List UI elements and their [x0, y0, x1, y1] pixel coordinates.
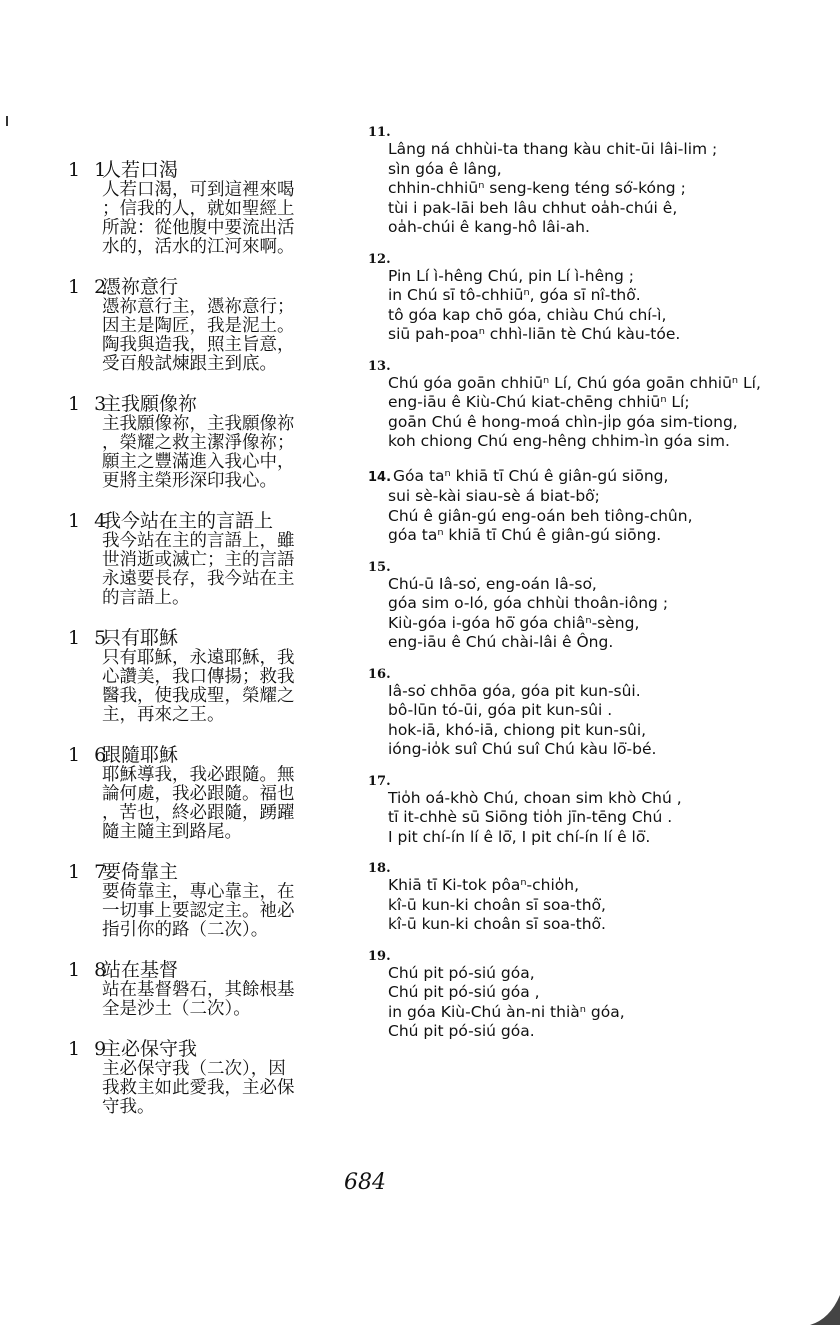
lyric-line: Chú pit pó-siú góa, — [388, 963, 535, 982]
hymn-number: 13. — [368, 358, 391, 374]
lyric-line: 因主是陶匠，我是泥土。 — [102, 316, 295, 336]
hymn-number: 1 5 — [68, 627, 111, 649]
lyric-line: 守我。 — [102, 1097, 155, 1117]
hymn-number: 1 3 — [68, 393, 111, 415]
lyric-line: eng-iāu ê Kiù-Chú kiat-chēng chhiūⁿ Lí; — [388, 393, 690, 411]
chinese-hymn-heading — [68, 960, 368, 981]
lyric-line: ióng-io̍k suî Chú suî Chú kàu lō͘-bé. — [388, 740, 657, 758]
chinese-hymn-heading — [68, 394, 368, 415]
lyric-line: 我救主如此愛我，主必保 — [102, 1078, 295, 1098]
lyric-line: Khiā tī Ki-tok pôaⁿ-chio̍h, — [388, 876, 580, 894]
lyric-line: 一切事上要認定主。祂必 — [102, 901, 295, 921]
hymn-number: 19. — [368, 948, 391, 964]
chinese-hymn-heading — [68, 160, 368, 181]
lyric-line: Lâng ná chhùi-ta thang kàu chit-ūi lâi-lim ; — [388, 140, 718, 158]
lyric-line: 主，再來之王。 — [102, 705, 225, 725]
lyric-line: 醫我，使我成聖，榮耀之 — [102, 686, 295, 706]
lyric-line: sui sè-kài siau-sè á biat-bô͘; — [388, 487, 600, 505]
chinese-hymn-lyrics — [102, 298, 368, 374]
lyric-line: 陶我與造我，照主旨意， — [102, 335, 295, 355]
lyric-line: tô góa kap chō góa, chiàu Chú chí-ì, — [388, 305, 667, 324]
hymn-number: 17. — [368, 773, 391, 789]
lyric-line: tī it-chhè sū Siōng tio̍h jīn-tēng Chú . — [388, 808, 673, 826]
chinese-hymn-heading — [68, 745, 368, 766]
chinese-hymn-heading — [68, 862, 368, 883]
hymn-number: 11. — [368, 125, 391, 140]
hymn-title: 人若口渴 — [102, 159, 179, 181]
lyric-line: kî-ū kun-ki choân sī soa-thô͘, — [388, 895, 606, 914]
lyric-text: Góa taⁿ khiā tī Chú ê giân-gú siōng, — [393, 466, 669, 485]
lyric-line: 耶穌導我，我必跟隨。無 — [102, 765, 295, 785]
hymn-number: 15. — [368, 559, 391, 575]
hymn-number: 1 9 — [68, 1038, 111, 1060]
romanized-hymn-entry — [368, 950, 808, 1042]
romanized-hymn-entry — [368, 360, 808, 452]
romanized-hymn-entry — [368, 126, 808, 238]
romanized-hymn-entry — [368, 467, 808, 546]
lyric-line: siū pah-poaⁿ chhì-liān tè Chú kàu-tóe. — [388, 325, 681, 343]
hymn-number: 18. — [368, 861, 391, 876]
chinese-hymn-lyrics — [102, 883, 368, 940]
lyric-line: 主我願像祢，主我願像祢 — [102, 414, 295, 434]
hymn-title: 我今站在主的言語上 — [102, 510, 274, 532]
lyric-line: 願主之豐滿進入我心中， — [102, 452, 295, 472]
hymn-number: 1 6 — [68, 744, 111, 766]
romanized-hymn-entry — [368, 253, 808, 345]
hymn-title: 只有耶穌 — [102, 627, 179, 649]
chinese-hymn-entry — [68, 160, 368, 257]
chinese-hymn-lyrics — [102, 981, 368, 1019]
lyric-line: 全是沙土（二次）。 — [102, 999, 251, 1019]
hymn-number: 12. — [368, 251, 391, 267]
chinese-hymn-heading — [68, 628, 368, 649]
lyric-line: ，苦也，終必跟隨，踴躍 — [102, 803, 295, 823]
lyric-line: Iâ-so͘ chhōa góa, góa pit kun-sûi. — [388, 681, 641, 700]
lyric-line: hok-iā, khó-iā, chiong pit kun-sûi, — [388, 720, 647, 739]
hymn-number: 1 8 — [68, 959, 111, 981]
lyric-line: Chú góa goān chhiūⁿ Lí, Chú góa goān chhiūⁿ Lí, — [388, 373, 761, 392]
lyric-line: Chú ê giân-gú eng-oán beh tiông-chûn, — [388, 506, 693, 525]
lyric-line: 更將主榮形深印我心。 — [102, 471, 277, 491]
page-corner-shadow — [800, 1285, 840, 1325]
lyric-line: 心讚美，我口傳揚；救我 — [102, 667, 295, 687]
lyric-line: 主必保守我（二次），因 — [102, 1059, 286, 1079]
lyric-line: goān Chú ê hong-moá chìn-ji̍p góa sim-tiong, — [388, 412, 738, 431]
lyric-line: 指引你的路（二次）。 — [102, 920, 269, 940]
lyric-line: 人若口渴，可到這裡來喝 — [102, 180, 295, 200]
chinese-hymn-entry — [68, 960, 368, 1019]
lyric-line — [368, 467, 808, 488]
lyric-line: koh chiong Chú eng-hêng chhim-ìn góa sim. — [388, 432, 730, 450]
chinese-hymn-entry — [68, 1039, 368, 1117]
lyric-line: Tio̍h oá-khò Chú, choan sim khò Chú , — [388, 788, 682, 807]
lyric-line: 永遠要長存，我今站在主 — [102, 569, 295, 589]
hymn-title: 主必保守我 — [102, 1038, 198, 1060]
lyric-line: tùi i pak-lāi beh lâu chhut oa̍h-chúi ê, — [388, 198, 678, 217]
chinese-hymn-entry — [68, 628, 368, 725]
romanized-hymn-entry — [368, 668, 808, 760]
lyric-line: ，榮耀之救主潔淨像祢； — [102, 433, 295, 453]
hymn-number: 1 4 — [68, 510, 111, 532]
lyric-line: 論何處，我必跟隨。福也 — [102, 784, 295, 804]
hymn-title: 站在基督 — [102, 959, 179, 981]
hymn-title: 主我願像祢 — [102, 393, 198, 415]
chinese-hymn-heading — [68, 511, 368, 532]
hymn-number: 16. — [368, 666, 391, 682]
margin-mark — [6, 116, 8, 126]
chinese-hymn-entry — [68, 511, 368, 608]
lyric-line: 的言語上。 — [102, 588, 190, 608]
lyric-line: 水的，活水的江河來啊。 — [102, 237, 295, 257]
chinese-hymn-entry — [68, 394, 368, 491]
lyric-line: chhin-chhiūⁿ seng-keng téng só͘-kóng ; — [388, 179, 686, 197]
hymn-number: 1 1 — [68, 159, 111, 181]
chinese-hymn-entry — [68, 745, 368, 842]
page-number: 684 — [344, 1170, 386, 1195]
hymn-title: 跟隨耶穌 — [102, 744, 179, 766]
hymn-title: 要倚靠主 — [102, 861, 179, 883]
lyric-line: Chú-ū Iâ-so͘, eng-oán Iâ-so͘, — [388, 574, 597, 593]
lyric-line: 所說：從他腹中要流出活 — [102, 218, 295, 238]
lyric-line: in góa Kiù-Chú àn-ni thiàⁿ góa, — [388, 1002, 625, 1021]
chinese-hymn-heading — [68, 277, 368, 298]
lyric-line: 只有耶穌，永遠耶穌，我 — [102, 648, 295, 668]
romanized-hymn-entry — [368, 862, 808, 935]
chinese-hymn-entry — [68, 277, 368, 374]
lyric-line: sìn góa ê lâng, — [388, 159, 502, 178]
lyric-line: oa̍h-chúi ê kang-hô lâi-ah. — [388, 218, 590, 236]
lyric-line: eng-iāu ê Chú chài-lâi ê Ông. — [388, 633, 614, 651]
hymn-number: 14. — [368, 469, 392, 485]
lyric-line: bô-lūn tó-ūi, góa pit kun-sûi . — [388, 701, 613, 719]
lyric-line: 站在基督磐石，其餘根基 — [102, 980, 295, 1000]
chinese-hymn-lyrics — [102, 415, 368, 491]
chinese-column — [68, 160, 368, 1137]
lyric-line: I pit chí-ín lí ê lō͘, I pit chí-ín lí ê lō͘. — [388, 827, 651, 846]
lyric-line: kî-ū kun-ki choân sī soa-thô͘. — [388, 915, 606, 933]
lyric-line: 要倚靠主，專心靠主，在 — [102, 882, 295, 902]
chinese-hymn-entry — [68, 862, 368, 940]
lyric-line: 世消逝或滅亡；主的言語 — [102, 550, 295, 570]
lyric-line: góa taⁿ khiā tī Chú ê giân-gú siōng. — [388, 526, 662, 544]
lyric-line: Kiù-góa i-góa hō͘ góa chiâⁿ-sèng, — [388, 613, 640, 632]
hymn-number: 1 2 — [68, 276, 111, 298]
lyric-line: 憑祢意行主，憑祢意行； — [102, 297, 295, 317]
lyric-line: 受百般試煉跟主到底。 — [102, 354, 277, 374]
lyric-line: 隨主隨主到路尾。 — [102, 822, 242, 842]
lyric-line: góa sim o-ló, góa chhùi thoân-iông ; — [388, 594, 669, 612]
romanized-hymn-entry — [368, 775, 808, 848]
chinese-hymn-lyrics — [102, 181, 368, 257]
chinese-hymn-lyrics — [102, 766, 368, 842]
lyric-line: in Chú sī tô-chhiūⁿ, góa sī nî-thô͘. — [388, 286, 641, 304]
romanized-column — [368, 126, 808, 1057]
lyric-line: Pin Lí ì-hêng Chú, pin Lí ì-hêng ; — [388, 266, 634, 285]
lyric-line: Chú pit pó-siú góa , — [388, 983, 540, 1001]
hymn-title: 憑祢意行 — [102, 276, 179, 298]
lyric-line: Chú pit pó-siú góa. — [388, 1022, 535, 1040]
lyric-line: 我今站在主的言語上，雖 — [102, 531, 295, 551]
romanized-hymn-entry — [368, 561, 808, 653]
chinese-hymn-lyrics — [102, 649, 368, 725]
hymn-number: 1 7 — [68, 861, 111, 883]
chinese-hymn-heading — [68, 1039, 368, 1060]
chinese-hymn-lyrics — [102, 532, 368, 608]
chinese-hymn-lyrics — [102, 1060, 368, 1117]
lyric-line: ；信我的人，就如聖經上 — [102, 199, 295, 219]
